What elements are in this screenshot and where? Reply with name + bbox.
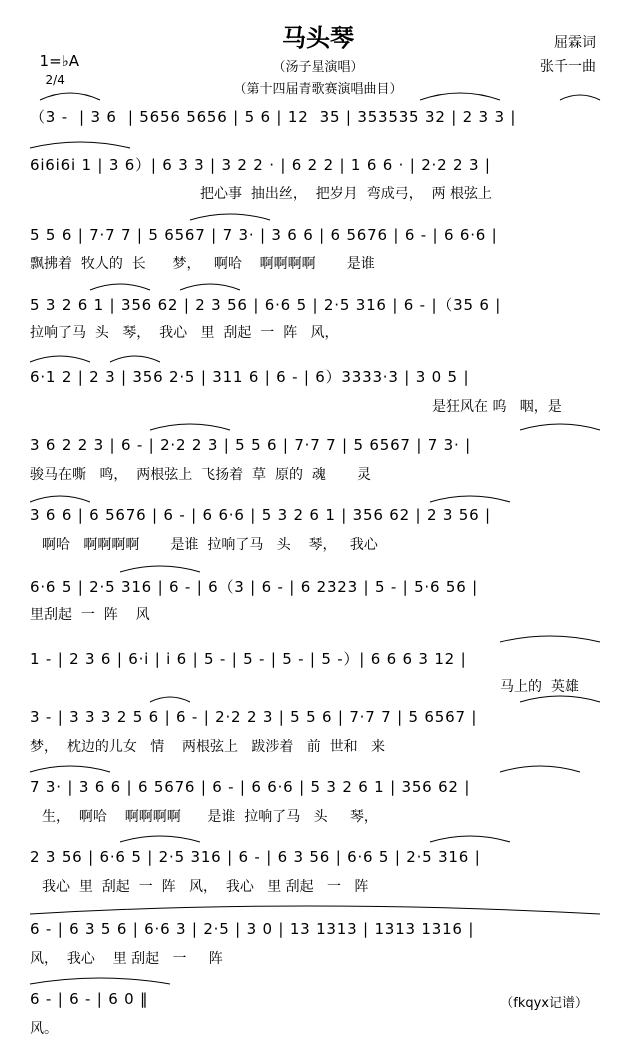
key-signature: 1=♭A [39,52,79,70]
slur-mark [30,142,130,148]
system-8-lyrics: 里刮起 一 阵 风 [30,607,150,623]
slur-mark [120,836,200,842]
system-2-notes: 6i6i6i 1 | 3 6）| 6 3 3 | 3 2 2 · | 6 2 2 | 1 6 6 · | 2·2 2 3 | [30,156,491,174]
slur-mark [150,697,190,702]
system-11-lyrics: 生， 啊哈 啊啊啊啊 是谁 拉响了马 头 琴， [42,809,378,825]
system-5-lyrics: 是狂风在 呜 咽，是 [432,399,562,415]
system-14-notes: 6 ‑ | 6 ‑ | 6 0 ‖ [30,990,149,1008]
system-5-notes: 6·1 2 | 2 3 | 356 2·5 | 311 6 | 6 ‑ | 6）3333·3 | 3 0 5 | [30,368,470,386]
event-note: （第十四届青歌赛演唱曲目） [233,82,403,97]
system-10-notes: 3 ‑ | 3 3 3 2 5 6 | 6 ‑ | 2·2 2 3 | 5 5 6 | 7·7 7 | 5 6567 | [30,708,478,726]
system-12-lyrics: 我心 里 刮起 一 阵 风， 我心 里 刮起 一 阵 [42,879,369,895]
slur-mark [500,636,600,642]
system-4-notes: 5 3 2 6 1 | 356 62 | 2 3 56 | 6·6 5 | 2·5 316 | 6 ‑ |（35 6 | [30,296,502,314]
system-6-notes: 3 6 2 2 3 | 6 ‑ | 2·2 2 3 | 5 5 6 | 7·7 7 | 5 6567 | 7 3· | [30,436,471,454]
system-13-notes: 6 ‑ | 6 3 5 6 | 6·6 3 | 2·5 | 3 0 | 13 1313 | 1313 1316 | [30,920,475,938]
slur-mark [190,214,270,220]
slur-mark [500,766,580,772]
system-11-notes: 7 3· | 3 6 6 | 6 5676 | 6 ‑ | 6 6·6 | 5 3 2 6 1 | 356 62 | [30,778,471,796]
system-13-lyrics: 风， 我心 里 刮起 一 阵 [30,951,223,967]
system-3-notes: 5 5 6 | 7·7 7 | 5 6567 | 7 3· | 3 6 6 | 6 5676 | 6 ‑ | 6 6·6 | [30,226,498,244]
song-title: 马头琴 [282,24,354,52]
slur-mark [560,95,600,100]
system-2-lyrics: 把心事 抽出丝， 把岁月 弯成弓， 两 根弦上 [200,186,493,202]
slur-mark [150,424,230,430]
singer-credit: （汤子星演唱） [272,60,364,75]
system-7-notes: 3 6 6 | 6 5676 | 6 ‑ | 6 6·6 | 5 3 2 6 1 | 356 62 | 2 3 56 | [30,506,491,524]
composer-credit: 张千一曲 [540,59,596,75]
system-6-lyrics: 骏马在嘶 鸣， 两根弦上 飞扬着 草 原的 魂 灵 [30,467,372,483]
slur-mark [520,424,600,430]
transcriber-note: （fkqyx记谱） [500,996,588,1011]
slur-mark [30,766,110,772]
slur-mark [40,93,100,100]
time-signature: 2/4 [45,73,65,87]
system-14-lyrics: 风。 [30,1021,58,1037]
slur-mark [30,356,90,362]
system-7-lyrics: 啊哈 啊啊啊啊 是谁 拉响了马 头 琴， 我心 [42,537,378,553]
slur-mark [30,496,90,502]
system-12-notes: 2 3 56 | 6·6 5 | 2·5 316 | 6 ‑ | 6 3 56 | 6·6 5 | 2·5 316 | [30,848,481,866]
system-10-lyrics: 梦， 枕边的儿女 情 两根弦上 跋涉着 前 世和 来 [30,739,386,755]
lyricist-credit: 屈霖词 [554,35,596,51]
system-9-lyrics: 马上的 英雄 [500,679,579,695]
system-3-lyrics: 飘拂着 牧人的 长 梦， 啊哈 啊啊啊啊 是谁 [30,256,375,272]
system-9-notes: 1 ‑ | 2 3 6 | 6·i | i 6 | 5 ‑ | 5 ‑ | 5 ‑ | 5 ‑）| 6 6 6 3 12 | [30,650,467,668]
slur-mark [180,284,240,290]
slur-mark [90,284,150,290]
system-1-notes: （3 ‑ | 3 6 | 5656 5656 | 5 6 | 12 35 | 353535 32 | 2 3 3 | [30,108,517,126]
system-4-lyrics: 拉响了马 头 琴， 我心 里 刮起 一 阵 风， [30,325,339,341]
slur-mark [30,978,170,984]
slur-mark [420,93,500,100]
slur-mark [430,836,510,842]
slur-mark [430,496,510,502]
slur-mark [110,356,160,362]
slur-mark [30,906,600,914]
slur-mark [120,566,200,572]
system-8-notes: 6·6 5 | 2·5 316 | 6 ‑ | 6（3 | 6 ‑ | 6 2323 | 5 ‑ | 5·6 56 | [30,578,479,596]
slur-mark [520,696,600,702]
